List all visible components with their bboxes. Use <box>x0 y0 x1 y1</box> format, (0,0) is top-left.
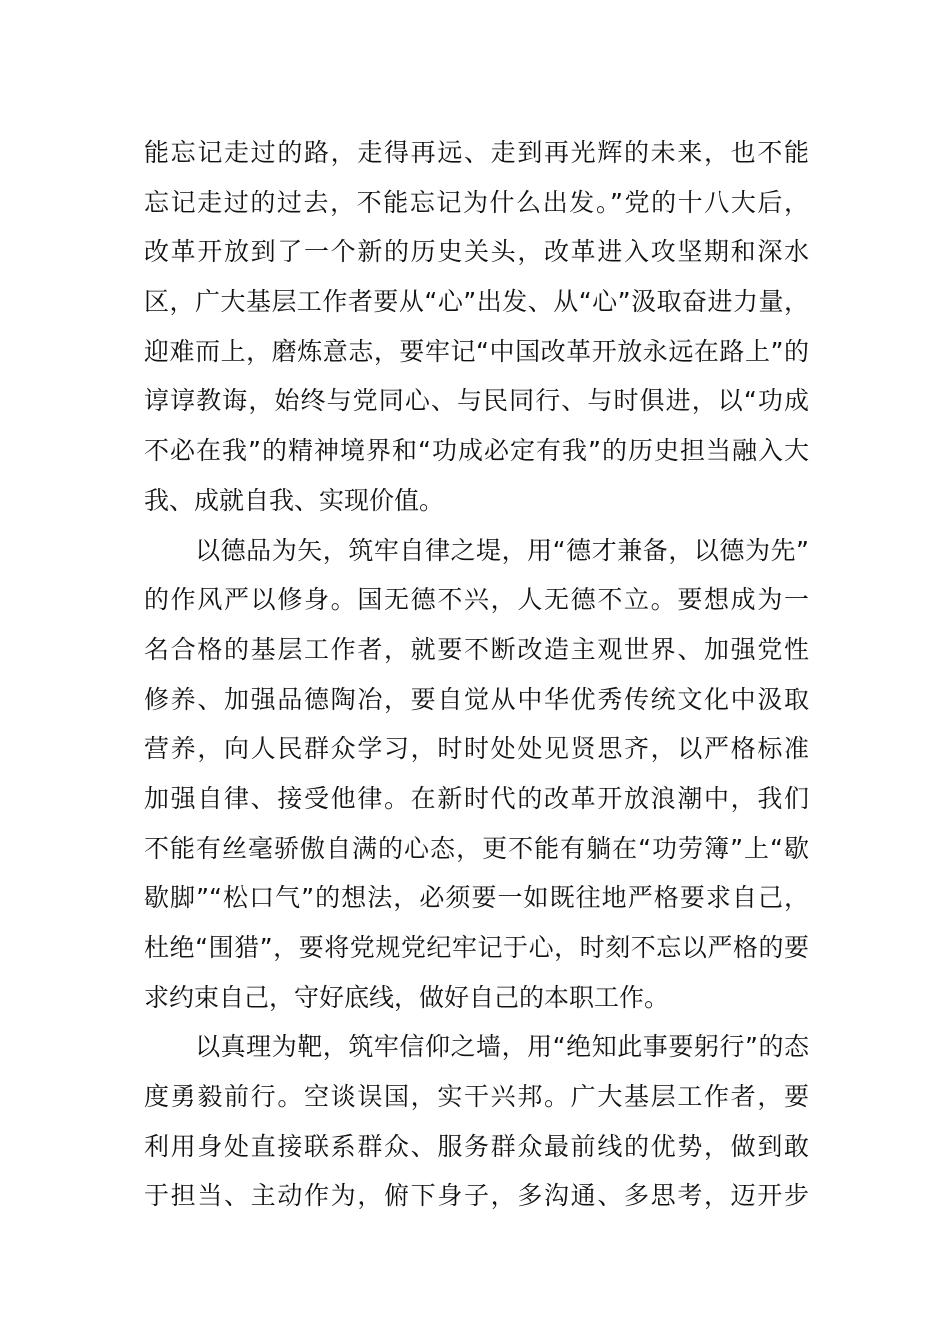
text-line: 忘记走过的过去，不能忘记为什么出发。”党的十八大后， <box>144 187 809 217</box>
text-line: 度勇毅前行。空谈误国，实干兴邦。广大基层工作者，要 <box>144 1082 809 1112</box>
text-line: 以真理为靶，筑牢信仰之墙，用“绝知此事要躬行”的态 <box>144 1032 809 1062</box>
text-line: 名合格的基层工作者，就要不断改造主观世界、加强党性 <box>144 634 809 664</box>
text-line: 不能有丝毫骄傲自满的心态，更不能有躺在“功劳簿”上“歇 <box>144 833 809 863</box>
text-line: 的作风严以修身。国无德不兴，人无德不立。要想成为一 <box>144 585 809 615</box>
paragraph-2 <box>144 526 809 1023</box>
text-line: 区，广大基层工作者要从“心”出发、从“心”汲取奋进力量， <box>144 287 809 317</box>
text-line: 迎难而上，磨炼意志，要牢记“中国改革开放永远在路上”的 <box>144 336 809 366</box>
text-line: 营养，向人民群众学习，时时处处见贤思齐，以严格标准 <box>144 734 809 764</box>
text-line: 加强自律、接受他律。在新时代的改革开放浪潮中，我们 <box>144 783 809 813</box>
body-text <box>144 128 809 1221</box>
text-line: 以德品为矢，筑牢自律之堤，用“德才兼备，以德为先” <box>144 535 809 565</box>
text-line: 修养、加强品德陶冶，要自觉从中华优秀传统文化中汲取 <box>144 684 809 714</box>
text-line: 谆谆教诲，始终与党同心、与民同行、与时俱进，以“功成 <box>144 386 809 416</box>
paragraph-3 <box>144 1022 809 1221</box>
text-line: 求约束自己，守好底线，做好自己的本职工作。 <box>144 982 670 1012</box>
text-line: 能忘记走过的路，走得再远、走到再光辉的未来，也不能 <box>144 138 809 167</box>
text-line: 于担当、主动作为，俯下身子，多沟通、多思考，迈开步 <box>144 1181 809 1211</box>
text-line: 歇脚”“松口气”的想法，必须要一如既往地严格要求自己， <box>144 883 809 913</box>
paragraph-1 <box>144 128 809 526</box>
text-line: 杜绝“围猎”，要将党规党纪牢记于心，时刻不忘以严格的要 <box>144 933 809 962</box>
text-line: 不必在我”的精神境界和“功成必定有我”的历史担当融入大 <box>144 436 809 466</box>
text-line: 我、成就自我、实现价值。 <box>144 485 445 515</box>
text-line: 利用身处直接联系群众、服务群众最前线的优势，做到敢 <box>144 1131 809 1161</box>
text-line: 改革开放到了一个新的历史关头，改革进入攻坚期和深水 <box>144 237 809 267</box>
